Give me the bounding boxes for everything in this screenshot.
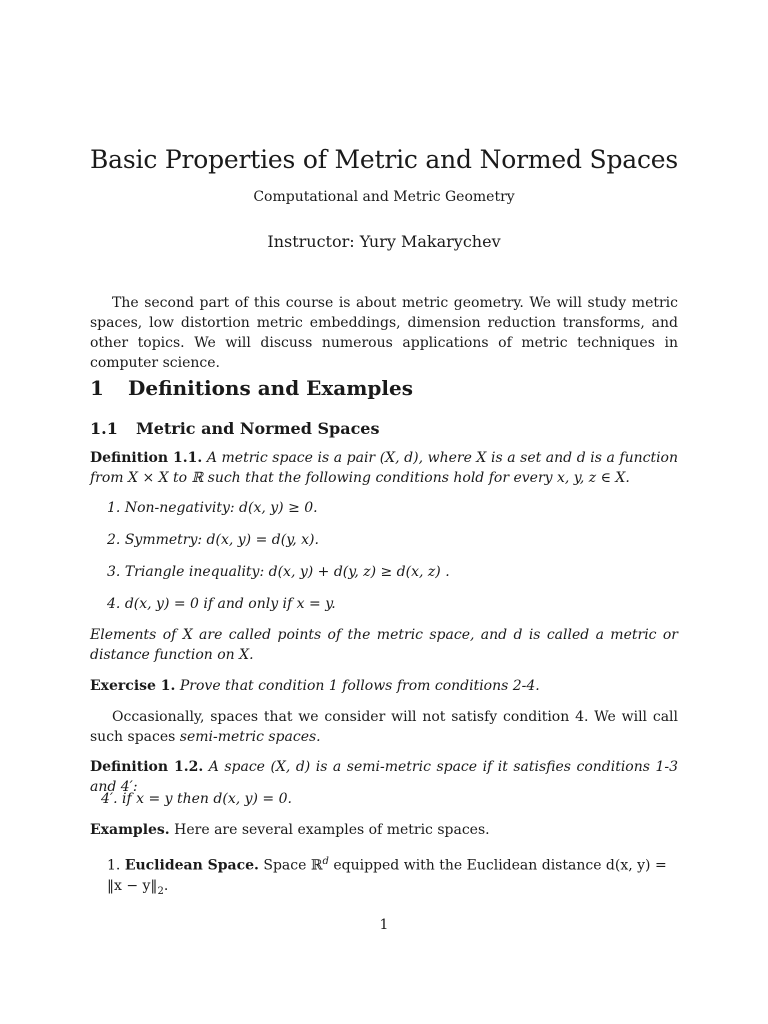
definition-text: A space (X, d) is a semi-metric space if it satisfies conditions 1-3 and 4′: — [90, 759, 678, 795]
example-superscript: d — [322, 856, 329, 867]
definition-1-1 — [90, 448, 678, 488]
examples-intro — [90, 820, 678, 840]
exercise-text: Prove that condition 1 follows from conditions 2-4. — [179, 678, 540, 694]
example-text-b: equipped with the Euclidean distance d(x, y) = ‖x − y‖ — [107, 857, 667, 894]
subsection-title: Metric and Normed Spaces — [136, 419, 380, 438]
definition-text: A metric space is a pair (X, d), where X is a set and d is a function from X × X to ℝ such that the following conditions hold for every x, y, z ∈ X. — [90, 450, 678, 486]
section-heading — [90, 376, 413, 400]
example-number: 1. — [107, 857, 121, 874]
condition-number: 3. — [107, 564, 121, 580]
example-text-a: Space ℝ — [263, 857, 323, 874]
condition-number: 4. — [107, 596, 121, 612]
semi-metric-paragraph — [90, 707, 678, 747]
condition-item — [107, 594, 677, 614]
examples-label: Examples. — [90, 822, 170, 838]
example-item — [107, 852, 677, 901]
condition-text: d(x, y) = 0 if and only if x = y. — [124, 596, 336, 612]
condition-item — [107, 562, 677, 582]
condition-text: if x = y then d(x, y) = 0. — [122, 791, 292, 807]
instructor-line: Instructor: Yury Makarychev — [267, 232, 501, 251]
exercise-label: Exercise 1. — [90, 678, 176, 694]
condition-4-prime — [101, 789, 671, 809]
semi-metric-emphasis: semi-metric spaces. — [179, 729, 321, 745]
semi-metric-text: Occasionally, spaces that we consider will not satisfy condition 4. We will call such spaces — [90, 709, 678, 745]
definition-label: Definition 1.2. — [90, 759, 204, 775]
condition-text: Symmetry: d(x, y) = d(y, x). — [124, 532, 319, 548]
document-title: Basic Properties of Metric and Normed Spaces — [90, 145, 678, 174]
page-number: 1 — [379, 917, 389, 933]
condition-number: 1. — [107, 500, 121, 516]
condition-number: 2. — [107, 532, 121, 548]
example-subscript: 2 — [157, 885, 164, 897]
definition-label: Definition 1.1. — [90, 450, 203, 466]
condition-text: Triangle inequality: d(x, y) + d(y, z) ≥ d(x, z) . — [124, 564, 450, 580]
elements-remark: Elements of X are called points of the metric space, and d is called a metric or distance function on X. — [90, 627, 678, 663]
exercise-1 — [90, 676, 678, 696]
examples-text: Here are several examples of metric spaces. — [174, 822, 490, 838]
condition-item — [107, 530, 677, 550]
course-subtitle: Computational and Metric Geometry — [253, 189, 515, 205]
example-label: Euclidean Space. — [124, 857, 259, 874]
example-text-c: . — [163, 877, 169, 894]
condition-text: Non-negativity: d(x, y) ≥ 0. — [124, 500, 318, 516]
intro-paragraph: The second part of this course is about metric geometry. We will study metric spaces, low distortion metric embeddings, dimension reduction transforms, and other topics. We will discuss numerous applications of metric techniques in computer science. — [90, 295, 678, 371]
section-title: Definitions and Examples — [128, 376, 413, 400]
subsection-number: 1.1 — [90, 419, 118, 438]
condition-number: 4′. — [101, 791, 118, 807]
section-number: 1 — [90, 376, 104, 400]
condition-item — [107, 498, 677, 518]
subsection-heading — [90, 419, 380, 438]
